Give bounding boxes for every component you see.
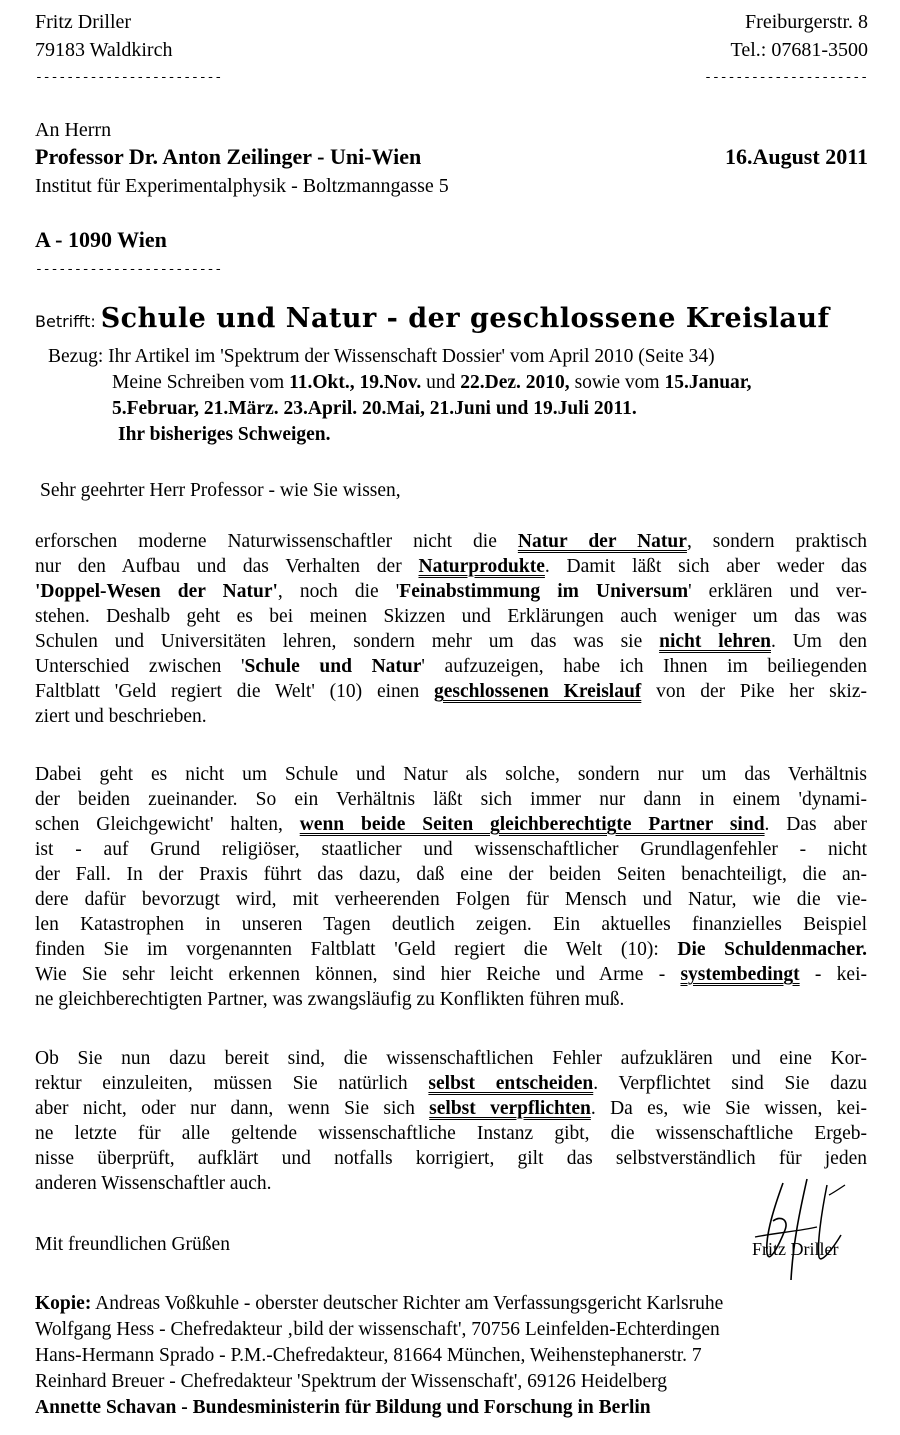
p1-l3c: Feinabstimmung im Universum (399, 581, 689, 602)
p1-l2a: nur den Aufbau und das Verhalten der (35, 556, 419, 577)
ref2-c: und (421, 372, 461, 393)
signature-name: Fritz Driller (752, 1239, 839, 1259)
p2-line-8 (35, 938, 867, 962)
p1-line-6 (35, 655, 867, 679)
p1-l7c: von der Pike her skiz- (641, 681, 867, 702)
reference-line-3: 5.Februar, 21.März. 23.April. 20.Mai, 21.Juni und 19.Juli 2011. (112, 398, 637, 419)
p2-l9a: Wie Sie sehr leicht erkennen können, sind hier Reiche und Arme - (35, 964, 681, 985)
copy-line-5: Annette Schavan - Bundesministerin für Bildung und Forschung in Berlin (35, 1397, 651, 1418)
p2-line-4: ist - auf Grund religiöser, staatlicher und wissenschaftlicher Grundlagenfehler - nicht (35, 839, 867, 860)
p3-l2c: . Verpflichtet sind Sie dazu (593, 1073, 867, 1094)
p1-line-4: stehen. Deshalb geht es bei meinen Skizzen und Erklärungen auch weniger um das was (35, 606, 867, 627)
p2-l3a: schen Gleichgewicht' halten, (35, 814, 300, 835)
reference-line-2 (112, 371, 752, 395)
ref2-b: 11.Okt., 19.Nov. (289, 372, 422, 393)
copy-label: Kopie: (35, 1293, 92, 1314)
subject-text: Schule und Natur - der geschlossene Kreislauf (100, 303, 830, 334)
p2-line-5: der Fall. In der Praxis führt das dazu, daß eine der beiden Seiten benachteiligt, die an- (35, 864, 867, 885)
p3-line-5: nisse überprüft, aufklärt und notfalls korrigiert, gilt das selbstverständlich für jeden (35, 1148, 867, 1169)
reference-label: Bezug: (48, 346, 104, 367)
p1-l6c: ' aufzuzeigen, habe ich Ihnen im beiliegenden (421, 656, 867, 677)
p1-l1b: Natur der Natur (517, 531, 687, 552)
p3-line-2 (35, 1072, 867, 1096)
sender-city: 79183 Waldkirch (35, 39, 173, 61)
sender-street: Freiburgerstr. 8 (745, 11, 868, 33)
sender-name: Fritz Driller (35, 11, 132, 33)
p1-l3b: , noch die ' (277, 581, 400, 602)
p1-line-8: ziert und beschrieben. (35, 706, 207, 727)
p1-l5c: . Um den (770, 631, 868, 652)
p2-l3b: wenn beide Seiten gleichberechtigte Partner sind (299, 814, 765, 835)
p1-l2c: . Damit läßt sich aber weder das (544, 556, 868, 577)
recipient-institute: Institut für Experimentalphysik - Boltzmanngasse 5 (35, 175, 449, 197)
closing: Mit freundlichen Grüßen (35, 1234, 230, 1255)
p1-l6a: Unterschied zwischen ' (35, 656, 245, 677)
sender-rule-right: --------------------- (704, 70, 868, 85)
ref2-f: 15.Januar, (664, 372, 752, 393)
p3-l2b: selbst entscheiden (428, 1073, 594, 1094)
p3-line-3 (35, 1097, 867, 1121)
recipient-city: A - 1090 Wien (35, 227, 167, 252)
p2-l3c: . Das aber (764, 814, 868, 835)
p1-l7b: geschlossenen Kreislauf (434, 681, 642, 702)
copy-line-3: Hans-Hermann Sprado - P.M.-Chefredakteur, 81664 München, Weihenstephanerstr. 7 (35, 1345, 702, 1366)
reference-text-1: Ihr Artikel im 'Spektrum der Wissenschaft Dossier' vom April 2010 (Seite 34) (108, 346, 715, 367)
p1-l5a: Schulen und Universitäten lehren, sondern mehr um das was sie (35, 631, 660, 652)
p2-line-6: dere dafür bevorzugt wird, mit verheerenden Folgen für Mensch und Natur, wie die vie- (35, 889, 867, 910)
p1-line-5 (35, 630, 867, 654)
recipient-salutation: An Herrn (35, 119, 112, 141)
p3-l2a: rektur einzuleiten, müssen Sie natürlich (35, 1073, 429, 1094)
copy-text-1: Andreas Voßkuhle - oberster deutscher Richter am Verfassungsgericht Karlsruhe (91, 1293, 724, 1314)
greeting: Sehr geehrter Herr Professor - wie Sie wissen, (40, 480, 401, 501)
ref2-e: sowie vom (569, 372, 665, 393)
sender-phone: Tel.: 07681-3500 (730, 39, 868, 61)
letter-date: 16.August 2011 (724, 144, 868, 169)
p2-l9c: - kei- (799, 964, 867, 985)
p1-l2b: Naturprodukte (418, 556, 545, 577)
copy-line-2: Wolfgang Hess - Chefredakteur ‚bild der wissenschaft', 70756 Leinfelden-Echterdingen (35, 1319, 720, 1340)
subject-label: Betrifft: (35, 312, 96, 331)
p1-l1a: erforschen moderne Naturwissenschaftler nicht die (35, 531, 518, 552)
reference-line-4: Ihr bisheriges Schweigen. (118, 424, 331, 445)
sender-rule-left: ------------------------ (35, 70, 223, 85)
p2-line-7: len Katastrophen in unseren Tagen deutlich zeigen. Ein aktuelles finanzielles Beispiel (35, 914, 867, 935)
p1-l5b: nicht lehren (659, 631, 771, 652)
p3-l3c: . Da es, wie Sie wissen, kei- (590, 1098, 867, 1119)
reference-line-1 (48, 345, 715, 369)
p1-l3a: 'Doppel-Wesen der Natur' (35, 581, 278, 602)
p1-line-3 (35, 580, 867, 604)
p1-l3d: ' erklären und ver- (688, 581, 867, 602)
p2-line-3 (35, 813, 867, 837)
p2-line-9 (35, 963, 867, 987)
p2-l8a: finden Sie im vorgenannten Faltblatt 'Geld regiert die Welt (10): (35, 939, 678, 960)
copy-line-4: Reinhard Breuer - Chefredakteur 'Spektrum der Wissenschaft', 69126 Heidelberg (35, 1371, 668, 1392)
p1-l6b: Schule und Natur (244, 656, 422, 677)
ref2-d: 22.Dez. 2010, (460, 372, 570, 393)
recipient-rule: ------------------------ (35, 262, 223, 277)
p2-line-2: der beiden zueinander. So ein Verhältnis läßt sich immer nur dann in einem 'dynami- (35, 789, 867, 810)
p1-line-2 (35, 555, 867, 579)
p1-l7a: Faltblatt 'Geld regiert die Welt' (10) einen (35, 681, 435, 702)
p2-line-10: ne gleichberechtigten Partner, was zwangsläufig zu Konflikten führen muß. (35, 989, 625, 1010)
p3-line-6: anderen Wissenschaftler auch. (35, 1173, 272, 1194)
subject-line (35, 303, 830, 334)
p3-l3b: selbst verpflichten (429, 1098, 591, 1119)
p2-l8b: Die Schuldenmacher. (677, 939, 867, 960)
p3-line-4: ne letzte für alle geltende wissenschaftliche Instanz gibt, die wissenschaftliche Ergeb- (35, 1123, 867, 1144)
p2-l9b: systembedingt (680, 964, 800, 985)
p1-line-1 (35, 530, 867, 554)
copy-line-1 (35, 1292, 723, 1316)
handwritten-signature (745, 1175, 865, 1285)
ref2-a: Meine Schreiben vom (112, 372, 290, 393)
p1-l1c: , sondern praktisch (686, 531, 867, 552)
p3-line-1: Ob Sie nun dazu bereit sind, die wissenschaftlichen Fehler aufzuklären und eine Kor- (35, 1048, 867, 1069)
p2-line-1: Dabei geht es nicht um Schule und Natur als solche, sondern nur um das Verhältnis (35, 764, 867, 785)
recipient-name: Professor Dr. Anton Zeilinger - Uni-Wien (35, 144, 422, 169)
p1-line-7 (35, 680, 867, 704)
p3-l3a: aber nicht, oder nur dann, wenn Sie sich (35, 1098, 430, 1119)
